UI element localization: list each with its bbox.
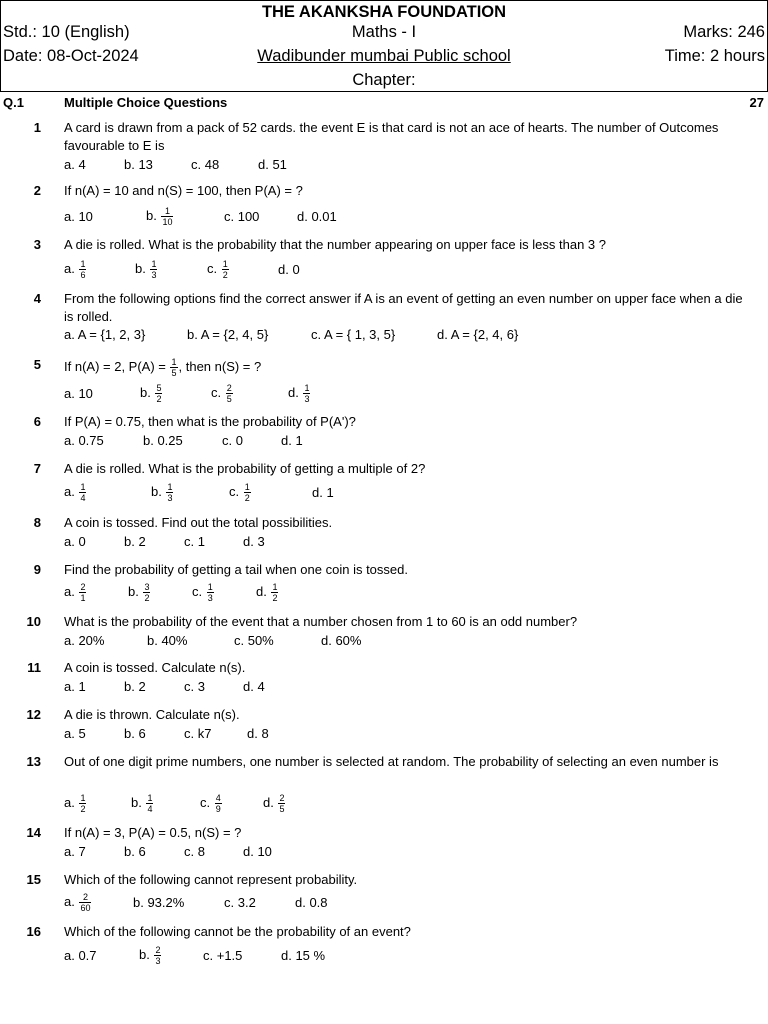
answer-option[interactable] — [297, 208, 337, 226]
question-number: 11 — [27, 660, 41, 675]
fraction — [244, 482, 251, 503]
option-label: a. 0 — [64, 534, 86, 549]
subject: Maths - I — [351, 23, 417, 41]
answer-option[interactable] — [295, 894, 328, 912]
option-label: a. 20% — [64, 633, 105, 648]
option-label: c. 1 — [184, 534, 205, 549]
option-label: c. — [207, 260, 218, 276]
fraction-numerator: 1 — [151, 259, 157, 269]
answer-option[interactable] — [139, 945, 162, 966]
question-text: If n(A) = 3, P(A) = 0.5, n(S) = ? — [64, 825, 242, 840]
fraction-denominator: 3 — [167, 493, 173, 503]
answer-option[interactable] — [288, 383, 311, 404]
question-text: A die is rolled. What is the probability that the number appearing on upper face is less than 3 ? — [64, 237, 606, 252]
question-number: 5 — [33, 357, 41, 372]
fraction-numerator: 2 — [79, 892, 91, 903]
answer-option[interactable] — [64, 385, 93, 403]
option-label: c. 3.2 — [224, 895, 256, 910]
option-label: a. 7 — [64, 844, 86, 859]
option-label: a. 0.7 — [64, 948, 97, 963]
fraction — [271, 582, 278, 603]
org-name: THE AKANKSHA FOUNDATION — [261, 3, 507, 21]
answer-option[interactable] — [64, 208, 93, 226]
answer-option[interactable] — [64, 793, 87, 814]
option-label: a. — [64, 893, 75, 909]
answer-option[interactable] — [64, 156, 86, 174]
option-label: b. — [135, 260, 146, 276]
question-text-part: If n(A) = 2, P(A) = — [64, 358, 170, 374]
answer-option[interactable] — [207, 259, 230, 280]
answer-option[interactable] — [131, 793, 154, 814]
answer-option[interactable] — [222, 432, 243, 450]
fraction — [155, 383, 162, 404]
answer-option[interactable] — [124, 156, 153, 174]
option-label: a. — [64, 583, 75, 599]
answer-option[interactable] — [64, 482, 87, 503]
fraction-numerator: 2 — [226, 383, 232, 393]
section-title: Multiple Choice Questions — [64, 95, 228, 110]
option-label: c. 0 — [222, 433, 243, 448]
option-label: b. 0.25 — [143, 433, 183, 448]
answer-option[interactable] — [187, 326, 268, 344]
fraction-numerator: 1 — [272, 582, 278, 592]
question-text: Out of one digit prime numbers, one number is selected at random. The probability of selecting an even number is — [64, 754, 719, 769]
option-label: b. 6 — [124, 726, 146, 741]
answer-option[interactable] — [184, 843, 205, 861]
option-label: c. 48 — [191, 157, 220, 172]
answer-option[interactable] — [203, 947, 242, 965]
answer-option[interactable] — [224, 894, 256, 912]
fraction — [143, 582, 150, 603]
option-label: a. — [64, 483, 75, 499]
fraction-denominator: 3 — [207, 593, 213, 603]
answer-option[interactable] — [64, 678, 86, 696]
answer-option[interactable] — [64, 533, 86, 551]
paper-header — [0, 0, 768, 92]
option-label: b. — [139, 946, 150, 962]
answer-option[interactable] — [192, 582, 215, 603]
fraction-denominator: 2 — [272, 593, 278, 603]
answer-option[interactable] — [133, 894, 184, 912]
answer-option[interactable] — [200, 793, 223, 814]
option-label: b. — [146, 207, 157, 223]
question-number: 16 — [26, 924, 41, 939]
fraction-denominator: 2 — [144, 593, 150, 603]
fraction-denominator: 2 — [80, 804, 86, 814]
option-label: b. — [140, 384, 151, 400]
answer-option[interactable] — [184, 533, 205, 551]
option-label: c. — [192, 583, 203, 599]
option-label: b. — [128, 583, 139, 599]
question-text: A card is drawn from a pack of 52 cards. the event E is that card is not an ace of hearts. The number of Outcomes favourable to E is — [64, 120, 719, 153]
option-label: a. 0.75 — [64, 433, 104, 448]
option-label: c. 8 — [184, 844, 205, 859]
option-label: c. — [200, 794, 211, 810]
fraction-numerator: 1 — [304, 383, 310, 393]
marks: Marks: 246 — [683, 23, 765, 41]
option-label: d. 51 — [258, 157, 287, 172]
answer-option[interactable] — [184, 725, 211, 743]
answer-option[interactable] — [64, 582, 87, 603]
fraction-numerator: 1 — [171, 357, 177, 367]
answer-option[interactable] — [146, 206, 174, 227]
question-number: 15 — [26, 872, 41, 887]
fraction-denominator: 1 — [80, 593, 86, 603]
option-label: a. 4 — [64, 157, 86, 172]
fraction-numerator: 1 — [167, 482, 173, 492]
answer-option[interactable] — [191, 156, 219, 174]
answer-option[interactable] — [243, 843, 272, 861]
answer-option[interactable] — [64, 892, 92, 913]
fraction-numerator: 1 — [80, 482, 86, 492]
answer-option[interactable] — [321, 632, 361, 650]
option-label: b. 93.2% — [133, 895, 185, 910]
option-label: a. 10 — [64, 386, 93, 401]
fraction-denominator: 2 — [222, 270, 228, 280]
option-label: d. 15 % — [281, 948, 326, 963]
fraction-numerator: 1 — [147, 793, 153, 803]
question-text: If P(A) = 0.75, then what is the probability of P(A')? — [64, 414, 356, 429]
answer-option[interactable] — [278, 261, 300, 279]
answer-option[interactable] — [243, 533, 265, 551]
option-label: c. A = { 1, 3, 5} — [311, 327, 396, 342]
answer-option[interactable] — [64, 947, 97, 965]
option-label: b. 2 — [124, 534, 146, 549]
fraction-denominator: 3 — [304, 394, 310, 404]
fraction-denominator: 4 — [80, 493, 86, 503]
option-label: d. A = {2, 4, 6} — [437, 327, 519, 342]
question-number: 2 — [33, 183, 41, 198]
question-text: If n(A) = 10 and n(S) = 100, then P(A) = ? — [64, 183, 303, 198]
fraction — [215, 793, 222, 814]
fraction — [146, 793, 153, 814]
fraction-denominator: 2 — [156, 394, 162, 404]
option-label: d. 4 — [243, 679, 265, 694]
option-label: c. 100 — [224, 209, 260, 224]
question-number: 10 — [26, 614, 41, 629]
option-label: d. 10 — [243, 844, 272, 859]
fraction-denominator: 4 — [147, 804, 153, 814]
option-label: a. — [64, 260, 75, 276]
option-label: d. 1 — [281, 433, 303, 448]
answer-option[interactable] — [311, 326, 395, 344]
option-label: b. A = {2, 4, 5} — [187, 327, 269, 342]
question-text: A die is thrown. Calculate n(s). — [64, 707, 240, 722]
answer-option[interactable] — [312, 484, 334, 502]
fraction — [207, 582, 214, 603]
option-label: b. 2 — [124, 679, 146, 694]
question-number: 12 — [26, 707, 41, 722]
fraction-numerator: 2 — [279, 793, 285, 803]
answer-option[interactable] — [211, 383, 234, 404]
answer-option[interactable] — [124, 843, 146, 861]
option-label: d. — [263, 794, 274, 810]
question-number: 8 — [33, 515, 41, 530]
option-label: a. 1 — [64, 679, 86, 694]
answer-option[interactable] — [224, 208, 259, 226]
fraction — [154, 945, 161, 966]
answer-option[interactable] — [64, 843, 86, 861]
fraction — [79, 482, 86, 503]
answer-option[interactable] — [64, 259, 87, 280]
fraction — [170, 357, 177, 378]
option-label: a. 10 — [64, 209, 93, 224]
exam-date: Date: 08-Oct-2024 — [3, 47, 139, 65]
answer-option[interactable] — [151, 482, 174, 503]
fraction-numerator: 2 — [80, 582, 86, 592]
option-label: c. — [229, 483, 240, 499]
section-marks: 27 — [749, 95, 764, 110]
question-text-part: , then n(S) = ? — [178, 358, 262, 374]
answer-option[interactable] — [437, 326, 518, 344]
option-label: d. 3 — [243, 534, 265, 549]
option-label: d. — [256, 583, 267, 599]
answer-option[interactable] — [258, 156, 287, 174]
option-label: d. 0.01 — [297, 209, 337, 224]
fraction — [79, 793, 86, 814]
fraction — [278, 793, 285, 814]
fraction — [166, 482, 173, 503]
question-text: From the following options find the correct answer if A is an event of getting an even number on upper face when a die is rolled. — [64, 291, 743, 324]
fraction — [226, 383, 233, 404]
fraction-denominator: 5 — [171, 368, 177, 378]
answer-option[interactable] — [256, 582, 279, 603]
fraction-numerator: 1 — [80, 793, 86, 803]
option-label: d. — [288, 384, 299, 400]
fraction-denominator: 2 — [244, 493, 250, 503]
fraction-denominator: 9 — [215, 804, 221, 814]
section-number: Q.1 — [3, 95, 24, 110]
answer-option[interactable] — [243, 678, 265, 696]
answer-option[interactable] — [281, 432, 303, 450]
option-label: d. 1 — [312, 485, 334, 500]
answer-option[interactable] — [124, 725, 146, 743]
option-label: d. 60% — [321, 633, 362, 648]
fraction-denominator: 3 — [151, 270, 157, 280]
fraction-numerator: 1 — [80, 259, 86, 269]
fraction — [79, 582, 86, 603]
exam-time: Time: 2 hours — [664, 47, 765, 65]
option-label: d. 0.8 — [295, 895, 328, 910]
question-number: 14 — [26, 825, 41, 840]
fraction — [222, 259, 229, 280]
answer-option[interactable] — [64, 326, 145, 344]
fraction-denominator: 3 — [155, 956, 161, 966]
option-label: a. A = {1, 2, 3} — [64, 327, 146, 342]
answer-option[interactable] — [64, 725, 86, 743]
answer-option[interactable] — [184, 678, 205, 696]
fraction-numerator: 1 — [207, 582, 213, 592]
option-label: b. — [131, 794, 142, 810]
fraction-denominator: 5 — [279, 804, 285, 814]
answer-option[interactable] — [64, 432, 104, 450]
option-label: a. 5 — [64, 726, 86, 741]
fraction — [161, 206, 173, 227]
question-text — [64, 357, 744, 378]
option-label: b. 13 — [124, 157, 153, 172]
fraction-numerator: 2 — [155, 945, 161, 955]
std-info: Std.: 10 (English) — [3, 23, 130, 41]
answer-option[interactable] — [124, 533, 146, 551]
fraction-numerator: 3 — [144, 582, 150, 592]
question-text: What is the probability of the event that a number chosen from 1 to 60 is an odd number? — [64, 614, 578, 629]
question-number: 13 — [26, 754, 41, 769]
option-label: c. +1.5 — [203, 948, 243, 963]
question-number: 1 — [33, 120, 41, 135]
answer-option[interactable] — [124, 678, 146, 696]
option-label: c. k7 — [184, 726, 212, 741]
option-label: d. 0 — [278, 262, 300, 277]
fraction-denominator: 60 — [80, 903, 91, 913]
fraction-numerator: 5 — [156, 383, 162, 393]
option-label: d. 8 — [247, 726, 269, 741]
question-text: Which of the following cannot represent probability. — [64, 872, 358, 887]
fraction-numerator: 1 — [222, 259, 228, 269]
answer-option[interactable] — [229, 482, 252, 503]
answer-option[interactable] — [64, 632, 104, 650]
question-number: 6 — [33, 414, 41, 429]
question-number: 3 — [33, 237, 41, 252]
answer-option[interactable] — [128, 582, 151, 603]
option-label: b. 6 — [124, 844, 146, 859]
question-text: A coin is tossed. Find out the total possibilities. — [64, 515, 333, 530]
chapter: Chapter: — [352, 71, 416, 89]
option-label: b. 40% — [147, 633, 188, 648]
fraction-numerator: 4 — [215, 793, 221, 803]
option-label: c. 50% — [234, 633, 274, 648]
question-text: A die is rolled. What is the probability of getting a multiple of 2? — [64, 461, 426, 476]
fraction — [303, 383, 310, 404]
fraction — [79, 259, 86, 280]
fraction-denominator: 6 — [80, 270, 86, 280]
option-label: a. — [64, 794, 75, 810]
option-label: c. 3 — [184, 679, 205, 694]
answer-option[interactable] — [247, 725, 269, 743]
answer-option[interactable] — [234, 632, 274, 650]
answer-option[interactable] — [281, 947, 325, 965]
fraction-numerator: 1 — [244, 482, 250, 492]
option-label: c. — [211, 384, 222, 400]
question-text: Find the probability of getting a tail when one coin is tossed. — [64, 562, 408, 577]
question-number: 9 — [33, 562, 41, 577]
question-text: A coin is tossed. Calculate n(s). — [64, 660, 246, 675]
answer-option[interactable] — [143, 432, 183, 450]
answer-option[interactable] — [263, 793, 286, 814]
fraction-denominator: 10 — [162, 217, 173, 227]
answer-option[interactable] — [140, 383, 163, 404]
fraction — [79, 892, 91, 913]
fraction-numerator: 1 — [161, 206, 173, 217]
answer-option[interactable] — [147, 632, 187, 650]
option-label: b. — [151, 483, 162, 499]
question-number: 7 — [33, 461, 41, 476]
fraction — [150, 259, 157, 280]
fraction-denominator: 5 — [226, 394, 232, 404]
question-number: 4 — [33, 291, 41, 306]
answer-option[interactable] — [135, 259, 158, 280]
school-name: Wadibunder mumbai Public school — [257, 47, 511, 65]
question-text: Which of the following cannot be the probability of an event? — [64, 924, 411, 939]
